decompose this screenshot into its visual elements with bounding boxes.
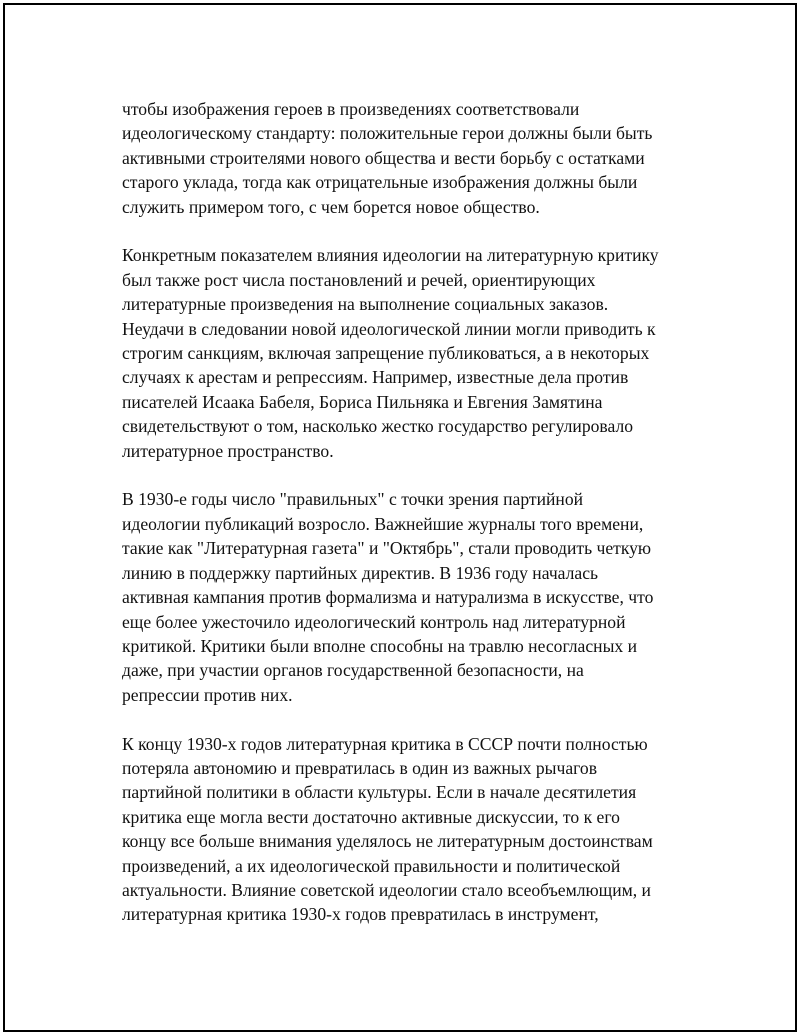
- paragraph-2: [122, 243, 722, 463]
- paragraph-3: [122, 487, 722, 707]
- text-line: такие как "Литературная газета" и "Октябрь", стали проводить четкую: [122, 538, 652, 559]
- text-line: потеряла автономию и превратилась в один из важных рычагов: [122, 757, 598, 778]
- page-frame: [3, 3, 797, 1032]
- text-line: еще более ужесточило идеологический контроль над литературной: [122, 611, 626, 632]
- text-line: литературная критика 1930-х годов превратилась в инструмент,: [122, 904, 599, 925]
- text-line: концу все больше внимания уделялось не литературным достоинствам: [122, 831, 653, 852]
- text-line: произведений, а их идеологической правильности и политической: [122, 855, 621, 876]
- text-line: К концу 1930-х годов литературная критика в СССР почти полностью: [122, 733, 648, 754]
- paragraph-4: [122, 732, 722, 927]
- paragraph-1: [122, 97, 722, 219]
- text-line: чтобы изображения героев в произведениях соответствовали: [122, 99, 580, 119]
- text-line: старого уклада, тогда как отрицательные изображения должны были: [122, 172, 638, 193]
- text-line: партийной политики в области культуры. Если в начале десятилетия: [122, 782, 637, 803]
- text-line: линию в поддержку партийных директив. В 1936 году началась: [122, 562, 599, 583]
- text-line: служить примером того, с чем борется новое общество.: [122, 196, 540, 217]
- text-line: активными строителями нового общества и вести борьбу с остатками: [122, 147, 645, 168]
- text-line: критикой. Критики были вполне способны на травлю несогласных и: [122, 635, 638, 656]
- text-line: критика еще могла вести достаточно активные дискуссии, то к его: [122, 806, 620, 827]
- text-line: случаях к арестам и репрессиям. Например, известные дела против: [122, 367, 629, 388]
- text-line: был также рост числа постановлений и речей, ориентирующих: [122, 269, 596, 290]
- text-line: даже, при участии органов государственной безопасности, на: [122, 660, 584, 681]
- text-line: литературное пространство.: [122, 440, 334, 461]
- text-line: писателей Исаака Бабеля, Бориса Пильняка и Евгения Замятина: [122, 391, 603, 412]
- text-line: идеологии публикаций возросло. Важнейшие журналы того времени,: [122, 513, 644, 534]
- document-body: [122, 97, 722, 951]
- text-line: актуальности. Влияние советской идеологии стало всеобъемлющим, и: [122, 879, 651, 900]
- text-line: репрессии против них.: [122, 684, 293, 705]
- text-line: активная кампания против формализма и натурализма в искусстве, что: [122, 587, 654, 608]
- text-line: идеологическому стандарту: положительные герои должны были быть: [122, 123, 653, 144]
- text-line: литературные произведения на выполнение социальных заказов.: [122, 294, 609, 315]
- text-line: Конкретным показателем влияния идеологии на литературную критику: [122, 245, 659, 266]
- text-line: В 1930-е годы число "правильных" с точки зрения партийной: [122, 489, 584, 510]
- text-line: свидетельствуют о том, насколько жестко государство регулировало: [122, 416, 634, 437]
- text-line: строгим санкциям, включая запрещение публиковаться, а в некоторых: [122, 343, 650, 364]
- text-line: Неудачи в следовании новой идеологической линии могли приводить к: [122, 318, 656, 339]
